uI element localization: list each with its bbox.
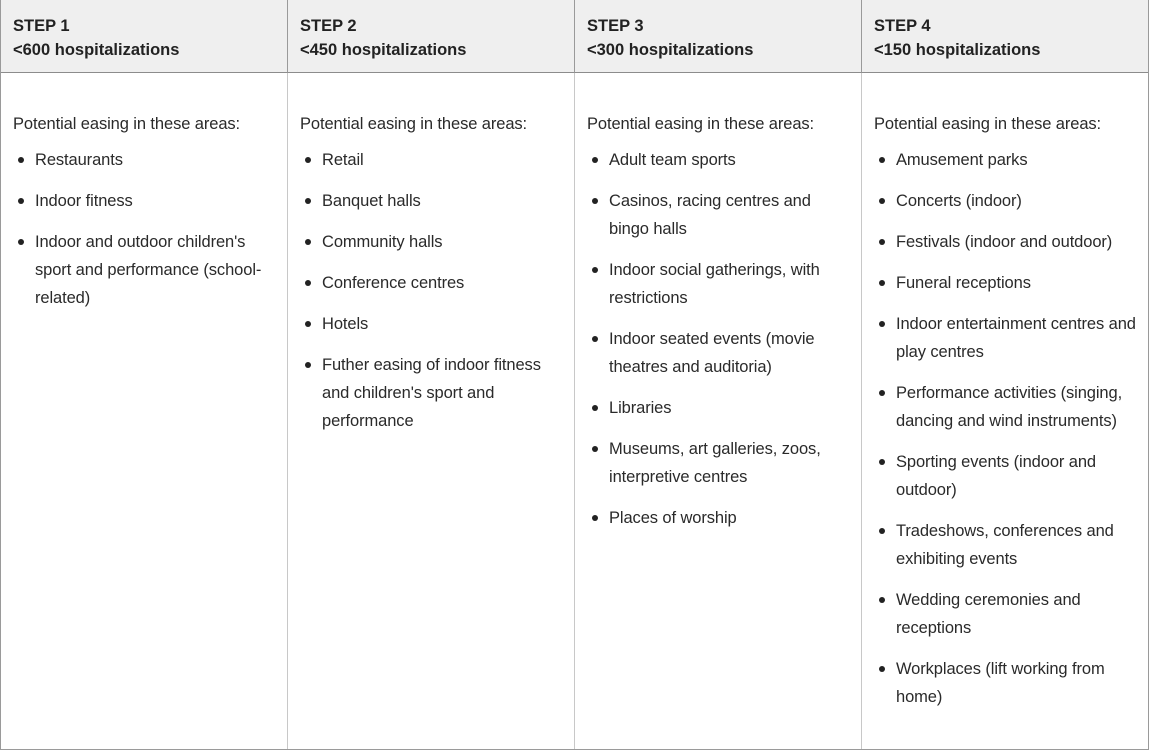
step-1-title: STEP 1 [13,17,70,35]
step-4-list [874,146,1138,711]
step-1-list [13,146,277,312]
step-4-intro: Potential easing in these areas: [874,115,1102,133]
step-1-threshold: <600 hospitalizations [13,41,180,59]
step-2-intro: Potential easing in these areas: [300,115,528,133]
list-item: Places of worship [587,504,851,532]
list-item: Tradeshows, conferences and exhibiting events [874,517,1138,573]
list-item: Conference centres [300,269,564,297]
step-3-intro: Potential easing in these areas: [587,115,815,133]
list-item: Wedding ceremonies and receptions [874,586,1138,642]
step-3-threshold: <300 hospitalizations [587,41,754,59]
step-2-title: STEP 2 [300,17,357,35]
list-item: Indoor and outdoor children's sport and performance (school-related) [13,228,277,312]
step-2-threshold: <450 hospitalizations [300,41,467,59]
list-item: Adult team sports [587,146,851,174]
step-1-intro: Potential easing in these areas: [13,115,241,133]
step-3-header [575,0,862,73]
step-1-header [1,0,288,73]
list-item: Sporting events (indoor and outdoor) [874,448,1138,504]
step-4-title: STEP 4 [874,17,931,35]
list-item: Libraries [587,394,851,422]
list-item: Indoor seated events (movie theatres and auditoria) [587,325,851,381]
step-3-body [575,73,862,749]
list-item: Concerts (indoor) [874,187,1138,215]
step-2-body [288,73,575,749]
list-item: Funeral receptions [874,269,1138,297]
list-item: Community halls [300,228,564,256]
list-item: Festivals (indoor and outdoor) [874,228,1138,256]
list-item: Museums, art galleries, zoos, interpretive centres [587,435,851,491]
list-item: Workplaces (lift working from home) [874,655,1138,711]
step-2-header [288,0,575,73]
step-1-body [1,73,288,749]
list-item: Indoor social gatherings, with restrictions [587,256,851,312]
list-item: Restaurants [13,146,277,174]
list-item: Banquet halls [300,187,564,215]
list-item: Amusement parks [874,146,1138,174]
list-item: Hotels [300,310,564,338]
list-item: Casinos, racing centres and bingo halls [587,187,851,243]
list-item: Indoor fitness [13,187,277,215]
step-4-threshold: <150 hospitalizations [874,41,1041,59]
list-item: Retail [300,146,564,174]
step-4-header [862,0,1148,73]
step-4-body [862,73,1148,749]
step-3-list [587,146,851,532]
list-item: Performance activities (singing, dancing and wind instruments) [874,379,1138,435]
list-item: Indoor entertainment centres and play centres [874,310,1138,366]
list-item: Futher easing of indoor fitness and children's sport and performance [300,351,564,435]
step-2-list [300,146,564,435]
step-3-title: STEP 3 [587,17,644,35]
